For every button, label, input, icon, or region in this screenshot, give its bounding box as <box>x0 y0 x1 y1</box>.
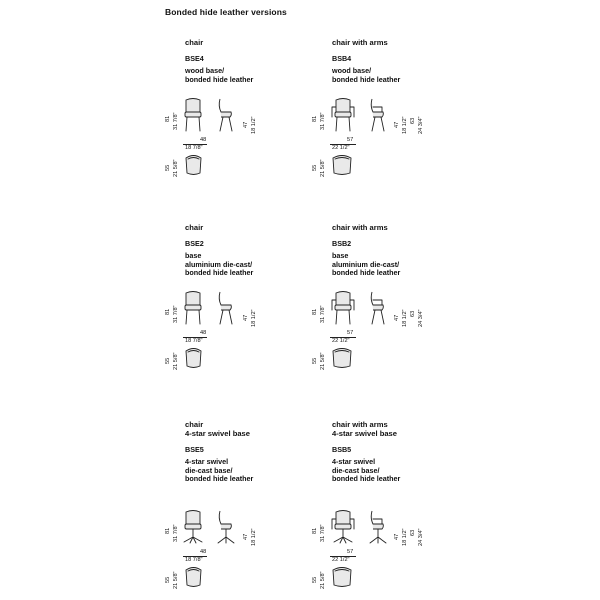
seat <box>335 305 351 310</box>
depth-cm-label: 55 <box>312 576 318 583</box>
width-in-label: 18 7/8" <box>185 338 203 344</box>
side-view <box>217 510 239 546</box>
seat-profile <box>371 292 383 310</box>
swivel-base <box>184 529 202 543</box>
overall-height-in-label: 24 3/4" <box>418 528 424 546</box>
front-view <box>329 291 359 327</box>
legs <box>220 310 232 324</box>
product-name: chair with arms <box>332 420 388 429</box>
seat-height-in-label: 18 1/2" <box>402 528 408 546</box>
seat-height-in-label: 18 1/2" <box>251 528 257 546</box>
depth-cm-label: 55 <box>165 357 171 364</box>
arm-profile <box>373 300 382 305</box>
backrest <box>336 511 350 525</box>
top-view-drawing <box>333 156 351 175</box>
front-view-drawing <box>185 292 201 325</box>
width-in-label: 18 7/8" <box>185 145 203 151</box>
depth-cm-label: 55 <box>165 576 171 583</box>
top-view-drawing <box>186 568 201 587</box>
seat-height-cm-label: 47 <box>243 533 249 540</box>
product-block-bsb2 <box>312 195 462 385</box>
side-view <box>369 291 391 327</box>
seat <box>185 112 201 117</box>
front-view-drawing <box>332 99 354 132</box>
top-view-drawing <box>333 568 351 587</box>
top-view <box>185 567 209 591</box>
product-description-line: aluminium die-cast/ <box>332 259 400 269</box>
seat-height-cm-label: 47 <box>243 314 249 321</box>
swivel-base <box>218 529 234 543</box>
product-description-line: bonded hide leather <box>185 74 254 84</box>
top-view <box>185 155 209 179</box>
depth-in-label: 21 5/8" <box>173 352 179 370</box>
top-view <box>332 155 356 179</box>
side-view-drawing <box>219 292 232 324</box>
height-in-label: 31 7/8" <box>320 305 326 323</box>
product-name: chair <box>185 420 204 429</box>
legs <box>186 310 200 324</box>
backrest <box>336 99 350 113</box>
overall-height-in-label: 24 3/4" <box>418 309 424 327</box>
product-description-line: bonded hide leather <box>185 474 254 484</box>
product-name: chair with arms <box>332 38 388 47</box>
backrest <box>186 99 200 113</box>
product-subname: 4-star swivel base <box>185 429 251 438</box>
product-code: BSE5 <box>185 445 204 454</box>
height-cm-label: 81 <box>165 527 171 534</box>
product-description-line: die-cast base/ <box>185 465 233 475</box>
height-in-label: 31 7/8" <box>173 305 179 323</box>
seat-height-in-label: 18 1/2" <box>402 309 408 327</box>
front-view <box>182 510 212 546</box>
seat-height-in-label: 18 1/2" <box>402 116 408 134</box>
seat-height-cm-label: 47 <box>243 121 249 128</box>
front-view <box>182 98 212 134</box>
product-description-line: die-cast base/ <box>332 465 380 475</box>
front-view-drawing <box>332 511 354 544</box>
depth-in-label: 21 5/8" <box>320 159 326 177</box>
product-description-line: 4-star swivel <box>185 457 229 466</box>
top-view-drawing <box>186 349 201 368</box>
side-view-drawing <box>371 292 384 324</box>
side-view <box>369 98 391 134</box>
product-description-line: bonded hide leather <box>332 74 401 84</box>
width-cm-label: 57 <box>347 137 354 143</box>
seat-profile <box>219 99 231 117</box>
seat-profile <box>219 292 231 310</box>
width-in-label: 22 1/2" <box>332 338 350 344</box>
product-description-line: base <box>332 251 349 260</box>
product-code: BSE2 <box>185 239 204 248</box>
depth-cm-label: 55 <box>165 164 171 171</box>
front-view-drawing <box>185 99 201 132</box>
product-code: BSB5 <box>332 445 352 454</box>
legs <box>336 117 350 131</box>
seat-profile <box>371 511 383 529</box>
seat-profile <box>371 99 383 117</box>
product-block-bse2 <box>165 195 315 385</box>
top-view-drawing <box>186 156 201 175</box>
product-block-bse5 <box>165 392 315 589</box>
product-code: BSB2 <box>332 239 352 248</box>
product-description-line: bonded hide leather <box>332 268 401 278</box>
overall-height-cm-label: 63 <box>410 529 416 536</box>
seat <box>185 524 201 529</box>
side-view-drawing <box>371 99 384 131</box>
seat-height-in-label: 18 1/2" <box>251 116 257 134</box>
page-title: Bonded hide leather versions <box>165 7 287 17</box>
front-view <box>329 510 359 546</box>
seat-height-cm-label: 47 <box>394 121 400 128</box>
height-cm-label: 81 <box>312 308 318 315</box>
overall-height-cm-label: 63 <box>410 117 416 124</box>
top-view <box>332 567 356 591</box>
product-description-line: wood base/ <box>332 66 372 75</box>
seat-outline <box>186 349 201 368</box>
top-view-drawing <box>333 349 351 368</box>
overall-height-cm-label: 63 <box>410 310 416 317</box>
product-code: BSB4 <box>332 54 352 63</box>
seat <box>185 305 201 310</box>
backrest <box>186 511 200 525</box>
front-view <box>182 291 212 327</box>
seat-profile <box>219 511 231 529</box>
width-in-label: 22 1/2" <box>332 557 350 563</box>
height-cm-label: 81 <box>312 527 318 534</box>
arm-profile <box>373 107 382 112</box>
width-cm-label: 57 <box>347 330 354 336</box>
product-description-line: bonded hide leather <box>185 268 254 278</box>
side-view-drawing <box>218 511 234 543</box>
height-in-label: 31 7/8" <box>320 524 326 542</box>
legs <box>220 117 232 131</box>
depth-in-label: 21 5/8" <box>320 571 326 589</box>
backrest <box>336 292 350 306</box>
width-in-label: 22 1/2" <box>332 145 350 151</box>
product-description-line: bonded hide leather <box>332 474 401 484</box>
seat-outline <box>186 568 201 587</box>
depth-in-label: 21 5/8" <box>320 352 326 370</box>
width-cm-label: 48 <box>200 549 207 555</box>
depth-in-label: 21 5/8" <box>173 159 179 177</box>
height-cm-label: 81 <box>165 308 171 315</box>
side-view-drawing <box>370 511 386 543</box>
width-in-label: 18 7/8" <box>185 557 203 563</box>
height-in-label: 31 7/8" <box>320 112 326 130</box>
product-name: chair <box>185 223 204 232</box>
product-name: chair <box>185 38 204 47</box>
side-view-drawing <box>219 99 232 131</box>
seat-height-in-label: 18 1/2" <box>251 309 257 327</box>
front-view <box>329 98 359 134</box>
height-cm-label: 81 <box>312 115 318 122</box>
product-description-line: base <box>185 251 202 260</box>
height-in-label: 31 7/8" <box>173 112 179 130</box>
depth-cm-label: 55 <box>312 357 318 364</box>
seat-outline <box>186 156 201 175</box>
legs <box>186 117 200 131</box>
product-description-line: 4-star swivel <box>332 457 376 466</box>
side-view <box>369 510 391 546</box>
height-in-label: 31 7/8" <box>173 524 179 542</box>
product-code: BSE4 <box>185 54 204 63</box>
swivel-base <box>334 529 352 543</box>
top-view <box>332 348 356 372</box>
height-cm-label: 81 <box>165 115 171 122</box>
overall-height-in-label: 24 3/4" <box>418 116 424 134</box>
front-view-drawing <box>184 511 202 544</box>
legs <box>336 310 350 324</box>
depth-in-label: 21 5/8" <box>173 571 179 589</box>
width-cm-label: 48 <box>200 330 207 336</box>
side-view <box>217 291 239 327</box>
width-cm-label: 57 <box>347 549 354 555</box>
product-name: chair with arms <box>332 223 388 232</box>
width-cm-label: 48 <box>200 137 207 143</box>
seat-height-cm-label: 47 <box>394 314 400 321</box>
product-block-bsb5 <box>312 392 462 589</box>
legs <box>372 117 384 131</box>
product-block-bse4 <box>165 10 315 200</box>
top-view <box>185 348 209 372</box>
seat <box>335 112 351 117</box>
product-description-line: aluminium die-cast/ <box>185 259 253 269</box>
backrest <box>186 292 200 306</box>
product-subname: 4-star swivel base <box>332 429 398 438</box>
depth-cm-label: 55 <box>312 164 318 171</box>
seat-height-cm-label: 47 <box>394 533 400 540</box>
swivel-base <box>370 529 386 543</box>
front-view-drawing <box>332 292 354 325</box>
seat <box>335 524 351 529</box>
side-view <box>217 98 239 134</box>
legs <box>372 310 384 324</box>
product-block-bsb4 <box>312 10 462 200</box>
arm-profile <box>373 519 382 524</box>
product-description-line: wood base/ <box>185 66 225 75</box>
